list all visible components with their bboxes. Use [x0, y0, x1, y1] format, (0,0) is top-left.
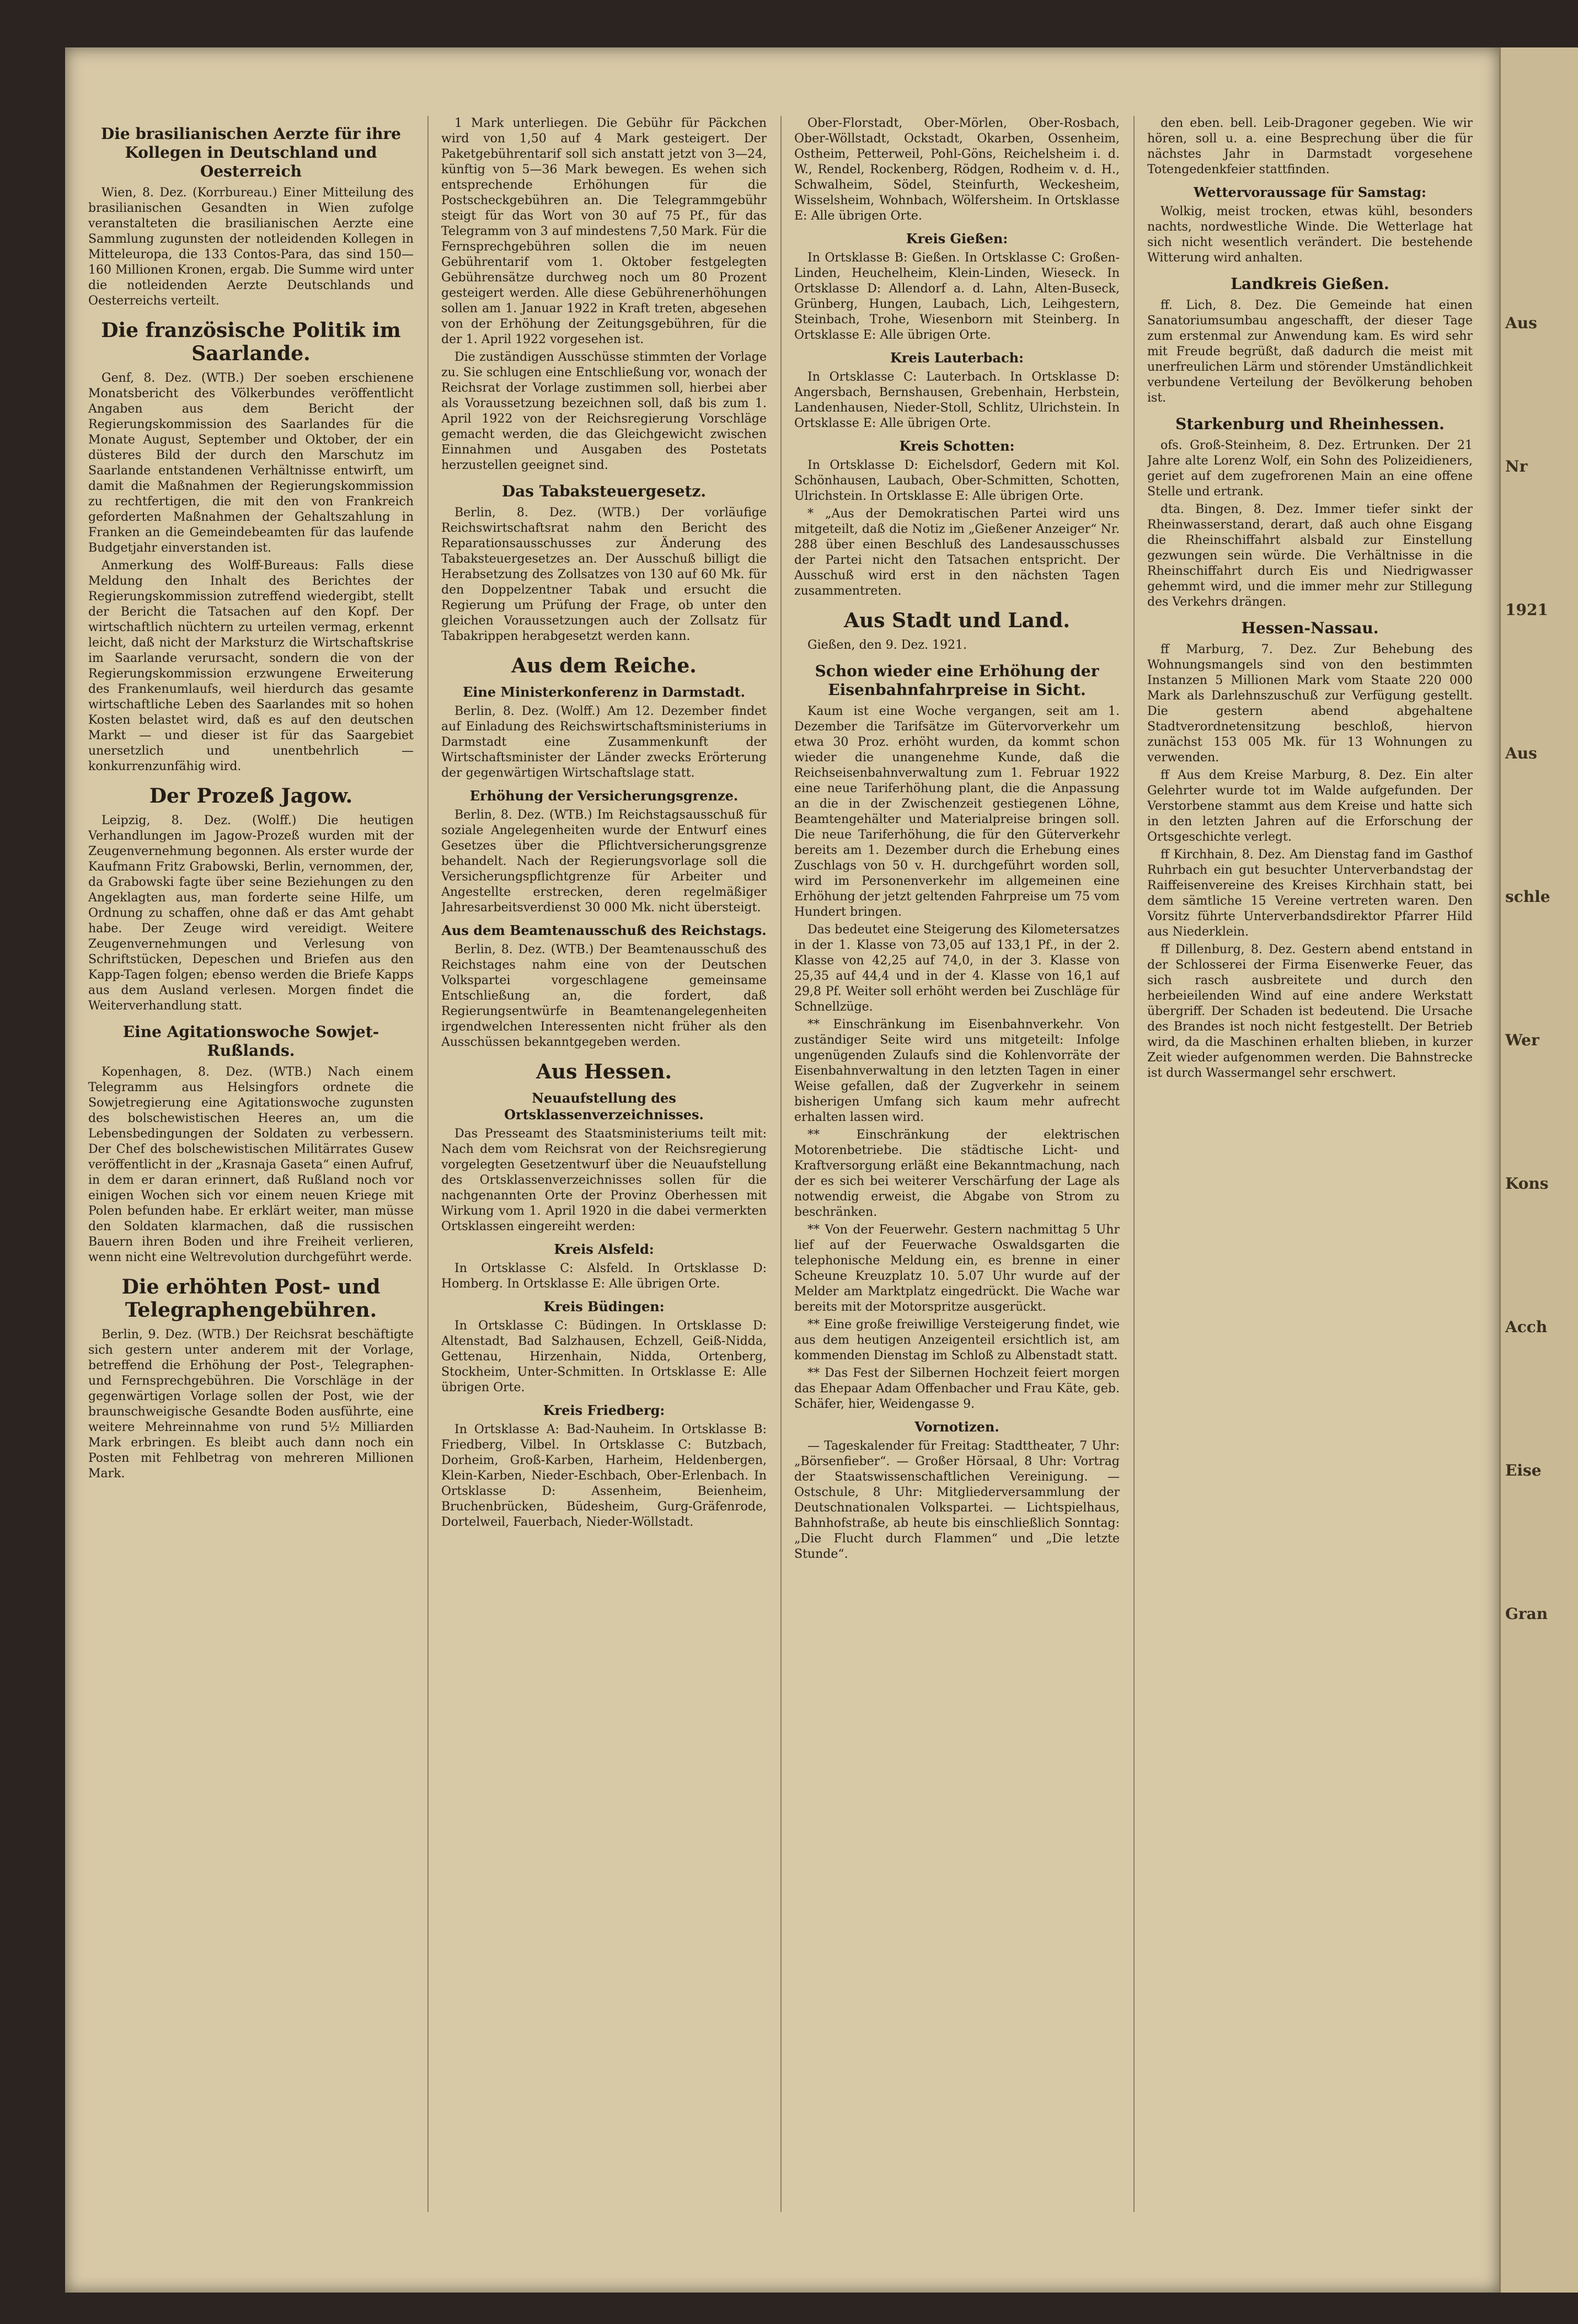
column-rule [427, 116, 429, 2212]
edge-fragment: Nr [1505, 457, 1528, 476]
article-heading: Kreis Lauterbach: [890, 350, 1024, 366]
article-paragraph: ff Aus dem Kreise Marburg, 8. Dez. Ein alter Gelehrter wurde tot im Walde aufgefunden. Der Verstorbene stammt aus dem Kreise und hatte sich in den letzten Jahren auf die Erforschung der Ortsgeschichte verlegt. [1147, 768, 1473, 844]
article-paragraph: ** Von der Feuerwehr. Gestern nachmittag 5 Uhr lief auf der Feuerwache Oswaldsgarten die telephonische Meldung ein, es brenne in einer Scheune Kreuzplatz 10. 5.07 Uhr wurde auf der Melder am Marktplatz eingedrückt. Die Wache war bereits mit der Motorspritze ausgerückt. [794, 1223, 1120, 1314]
article-paragraph: Berlin, 8. Dez. (WTB.) Im Reichstagsausschuß für soziale Angelegenheiten wurde der Entwurf eines Gesetzes über die Pflichtversicherungsgrenze behandelt. Nach der Regierungsvorlage soll die Versicherungspflichtgrenze für Arbeiter und Angestellte erstrecken, deren regelmäßiger Jahresarbeitsverdienst 30 000 Mk. nicht übersteigt. [441, 808, 767, 915]
article-paragraph: Leipzig, 8. Dez. (Wolff.) Die heutigen Verhandlungen im Jagow-Prozeß wurden mit der Zeugenvernehmung begonnen. Als erster wurde der Kaufmann Fritz Grabowski, Berlin, vernommen, der, da Grabowski fagte über seine Beziehungen zu den Angeklagten aus, man forderte seine Hilfe, um Ordnung zu schaffen, ohne daß er das Amt gehabt habe. Der Zeuge wird vereidigt. Weitere Zeugenvernehmungen und Verlesung von Schriftstücken, Depeschen und Briefen aus den Kapp-Tagen folgen; ebenso werden die Briefe Kapps aus dem Ausland verlesen. Morgen findet die Weiterverhandlung statt. [88, 814, 414, 1013]
article-heading: Wettervoraussage für Samstag: [1194, 184, 1426, 200]
article-paragraph: ** Eine große freiwillige Versteigerung findet, wie aus dem heutigen Anzeigenteil ersichtlich ist, am kommenden Dienstag im Schloß zu Albenstadt statt. [794, 1318, 1120, 1363]
article-paragraph: ff Marburg, 7. Dez. Zur Behebung des Wohnungsmangels sind von den bestimmten Instanzen 5 Millionen Mark vom Staate 220 000 Mark als Darlehnszuschuß zur Verfügung gestellt. Die gestern abend abgehaltene Stadtverordnetensitzung beschloß, hiervon zunächst 153 005 Mk. für 13 Wohnungen zu verwenden. [1147, 643, 1473, 765]
article-paragraph: den eben. bell. Leib-Dragoner gegeben. Wie wir hören, soll u. a. eine Besprechung über die für nächstes Jahr in Darmstadt vorgesehene Totengedenkfeier stattfinden. [1147, 116, 1473, 177]
article-paragraph: 1 Mark unterliegen. Die Gebühr für Päckchen wird von 1,50 auf 4 Mark gesteigert. Der Paketgebührentarif soll sich anstatt jetzt von 3—24, künftig von 5—36 Mark bewegen. Es wehen sich entsprechende Erhöhungen für die Postscheckgebühren an. Die Telegrammgebühr steigt für das Wort von 30 auf 75 Pf., für das Telegramm von 3 auf mindestens 7,50 Mark. Für die Fernsprechgebühren sollen die im neuen Gebührentarif vom 1. Oktober festgelegten Gebührensätze durchweg noch um 80 Prozent gesteigert werden. Alle diese Gebührenerhöhungen sollen am 1. Januar 1922 in Kraft treten, abgesehen von der Erhöhung der Zeitungsgebühren, für die der 1. April 1922 vorgesehen ist. [441, 116, 767, 346]
article-heading: Schon wieder eine Erhöhung der Eisenbahnfahrpreise in Sicht. [815, 662, 1099, 699]
article-paragraph: ** Einschränkung der elektrischen Motorenbetriebe. Die städtische Licht- und Kraftversorgung erläßt eine Bekanntmachung, nach der es sich bei weiterer Verschärfung der Lage als notwendig erweist, die Abgabe von Strom zu beschränken. [794, 1128, 1120, 1219]
article-heading: Aus Stadt und Land. [844, 609, 1070, 632]
article-heading: Vornotizen. [914, 1419, 999, 1435]
edge-fragment: Eise [1505, 1461, 1542, 1479]
article-heading: Die französische Politik im Saarlande. [101, 319, 401, 365]
article-heading: Kreis Friedberg: [543, 1402, 665, 1418]
article-paragraph: Berlin, 8. Dez. (Wolff.) Am 12. Dezember findet auf Einladung des Reichswirtschaftsministeriums in Darmstadt eine Zusammenkunft der Wirtschaftsminister der Länder zwecks Erörterung der gegenwärtigen Wirtschaftslage statt. [441, 704, 767, 780]
article-paragraph: In Ortsklasse C: Büdingen. In Ortsklasse D: Altenstadt, Bad Salzhausen, Echzell, Geiß-Nidda, Gettenau, Hirzenhain, Nidda, Ortenberg, Stockheim, Unter-Schmitten. In Ortsklasse E: Alle übrigen Orte. [441, 1319, 767, 1395]
adjacent-page-edge [1499, 47, 1578, 2293]
article-heading: Hessen-Nassau. [1241, 619, 1379, 637]
article-heading: Kreis Büdingen: [543, 1299, 665, 1315]
article-paragraph: In Ortsklasse A: Bad-Nauheim. In Ortsklasse B: Friedberg, Vilbel. In Ortsklasse C: Butzbach, Dorheim, Groß-Karben, Harheim, Heldenbergen, Klein-Karben, Nieder-Eschbach, Ober-Erlenbach. In Ortsklasse D: Assenheim, Beienheim, Bruchenbrücken, Büdesheim, Gurg-Gräfenrode, Dortelweil, Fauerbach, Nieder-Wöllstadt. [441, 1423, 767, 1529]
article-paragraph: Ober-Florstadt, Ober-Mörlen, Ober-Rosbach, Ober-Wöllstadt, Ockstadt, Okarben, Ossenheim, Ostheim, Petterweil, Pohl-Göns, Reichelsheim i. d. W., Rendel, Rockenberg, Rödgen, Rodheim v. d. H., Schwalheim, Södel, Steinfurth, Weckesheim, Wisselsheim, Wohnbach, Wölfersheim. In Ortsklasse E: Alle übrigen Orte. [794, 116, 1120, 223]
column-4 [1147, 116, 1473, 2212]
article-paragraph: ** Einschränkung im Eisenbahnverkehr. Von zuständiger Seite wird uns mitgeteilt: Infolge ungenügenden Zulaufs sind die Kohlenvorräte der Eisenbahnverwaltung in den letzten Tagen in einer Weise gefallen, daß der Zugverkehr in seinem bisherigen Umfang sich kaum mehr aufrecht erhalten lassen wird. [794, 1018, 1120, 1124]
article-paragraph: dta. Bingen, 8. Dez. Immer tiefer sinkt der Rheinwasserstand, derart, daß auch ohne Eisgang die Rheinschiffahrt alsbald zur Einstellung gezwungen sein würde. Die Verhältnisse in die Rheinschiffahrt durch Eis und Niedrigwasser gehemmt wird, und die immer mehr zur Stillegung des Verkehrs drängen. [1147, 503, 1473, 609]
article-heading: Das Tabaksteuergesetz. [501, 482, 707, 500]
article-paragraph: Gießen, den 9. Dez. 1921. [807, 638, 967, 652]
article-heading: Aus dem Reiche. [511, 654, 697, 677]
article-paragraph: ** Das Fest der Silbernen Hochzeit feiert morgen das Ehepaar Adam Offenbacher und Frau Käte, geb. Schäfer, hier, Weidengasse 9. [794, 1366, 1120, 1411]
edge-fragment: 1921 [1505, 601, 1548, 619]
article-paragraph: Berlin, 8. Dez. (WTB.) Der Beamtenausschuß des Reichstages nahm eine von der Deutschen Volkspartei vorgeschlagene gemeinsame Entschließung an, die fordert, daß Regierungsentwürfe in Beamtenangelegenheiten irgendwelchen Interessenten nicht früher als den Ausschüssen bekanntgegeben werden. [441, 943, 767, 1049]
article-heading: Kreis Schotten: [899, 438, 1015, 454]
column-rule [780, 116, 782, 2212]
edge-fragment: Gran [1505, 1605, 1548, 1623]
edge-fragment: schle [1505, 888, 1550, 906]
edge-fragment: Aus [1505, 744, 1537, 762]
article-heading: Eine Ministerkonferenz in Darmstadt. [463, 684, 745, 700]
article-heading: Der Prozeß Jagow. [149, 784, 353, 808]
article-heading: Kreis Alsfeld: [554, 1241, 654, 1257]
article-paragraph: — Tageskalender für Freitag: Stadttheater, 7 Uhr: „Börsenfieber“. — Großer Hörsaal, 8 Uhr: Vortrag der Staatswissenschaftlichen Vereinigung. — Ostschule, 8 Uhr: Mitgliederversammlung der Deutschnationalen Volkspartei. — Lichtspielhaus, Bahnhofstraße, ab heute bis einschließlich Sonntag: „Die Flucht durch Flammen“ und „Die letzte Stunde“. [794, 1439, 1120, 1561]
column-3 [794, 116, 1120, 2212]
column-2 [441, 116, 767, 2212]
article-paragraph: ff Dillenburg, 8. Dez. Gestern abend entstand in der Schlosserei der Firma Eisenwerke Feuer, das sich rasch ausbreitete und durch den herbeieilenden Wind auf eine andere Werkstatt übergriff. Der Schaden ist bedeutend. Die Ursache des Brandes ist noch nicht festgestellt. Der Betrieb wird, da die Maschinen erhalten blieben, in kurzer Zeit wieder aufgenommen werden. Die Bahnstrecke ist durch Wassermangel sehr erschwert. [1147, 943, 1473, 1080]
article-paragraph: Die zuständigen Ausschüsse stimmten der Vorlage zu. Sie schlugen eine Entschließung vor, wonach der Reichsrat der Vorlage zustimmen soll, hierbei aber als Voraussetzung bezeichnen soll, daß bis zum 1. April 1922 von der Reichsregierung Vorschläge gemacht werden, die das Gleichgewicht zwischen Einnahmen und Ausgaben des Postetats herzustellen geeignet sind. [441, 350, 767, 472]
article-heading: Landkreis Gießen. [1231, 275, 1389, 293]
edge-fragment: Acch [1505, 1318, 1548, 1336]
article-paragraph: Kaum ist eine Woche vergangen, seit am 1. Dezember die Tarifsätze im Gütervorverkehr um etwa 30 Proz. erhöht wurden, da kommt schon wieder die unangenehme Kunde, daß die Reichseisenbahnverwaltung zum 1. Februar 1922 eine neue Tariferhöhung plant, die die Anpassung an die in der Zwischenzeit gestiegenen Löhne, Beamtengehälter und Materialpreise bringen soll. Die neue Tariferhöhung, die für den Güterverkehr bereits am 1. Dezember durch die Erhebung eines Zuschlags von 50 v. H. durchgeführt worden soll, wird im Personenverkehr im allgemeinen eine Erhöhung der jetzt geltenden Fahrpreise um 75 vom Hundert bringen. [794, 704, 1120, 919]
article-paragraph: ff Kirchhain, 8. Dez. Am Dienstag fand im Gasthof Ruhrbach ein gut besuchter Unterverbandstag der Raiffeisenvereine des Kreises Kirchhain statt, bei dem sämtliche 15 Vereine vertreten waren. Den Vorsitz führte Unterverbandsdirektor Pfarrer Hild aus Niederklein. [1147, 848, 1473, 939]
article-heading: Eine Agitationswoche Sowjet-Rußlands. [122, 1023, 379, 1060]
article-paragraph: * „Aus der Demokratischen Partei wird uns mitgeteilt, daß die Notiz im „Gießener Anzeiger“ Nr. 288 über einen Beschluß des Landesausschusses der Partei nicht den Tatsachen entspricht. Der Ausschuß wird erst in den nächsten Tagen zusammentreten. [794, 507, 1120, 598]
article-paragraph: In Ortsklasse C: Lauterbach. In Ortsklasse D: Angersbach, Bernshausen, Grebenhain, Herbstein, Landenhausen, Nieder-Stoll, Schlitz, Ulrichstein. In Ortsklasse E: Alle übrigen Orte. [794, 370, 1120, 430]
article-paragraph: Berlin, 8. Dez. (WTB.) Der vorläufige Reichswirtschaftsrat nahm den Bericht des Reparationsausschusses zur Änderung des Tabaksteuergesetzes an. Der Ausschuß billigt die Herabsetzung des Zollsatzes von 130 auf 60 Mk. für den Doppelzentner Tabak und ersucht die Regierung um Prüfung der Frage, ob unter den gleichen Voraussetzungen auch der Zollsatz für Tabakrippen herabgesetzt werden kann. [441, 506, 767, 643]
edge-fragment: Wer [1505, 1031, 1539, 1049]
column-1 [88, 116, 414, 2212]
article-paragraph: Wolkig, meist trocken, etwas kühl, besonders nachts, nordwestliche Winde. Die Wetterlage hat sich nicht wesentlich verändert. Die bestehende Witterung wird anhalten. [1147, 205, 1473, 265]
article-heading: Erhöhung der Versicherungsgrenze. [469, 788, 739, 804]
article-heading: Kreis Gießen: [906, 231, 1008, 247]
article-paragraph: Kopenhagen, 8. Dez. (WTB.) Nach einem Telegramm aus Helsingfors ordnete die Sowjetregierung eine Agitationswoche zugunsten des bolschewistischen Heeres an, um die Lebensbedingungen der Soldaten zu verbessern. Der Chef des bolschewistischen Militärrates Gusew veröffentlicht in der „Krasnaja Gaseta“ einen Aufruf, in dem er daran erinnert, daß Rußland noch vor einigen Wochen sich vor einem neuen Kriege mit Polen befunden habe. Er erklärt weiter, man müsse den Soldaten klarmachen, daß die russischen Bauern ihren Boden und ihre Freiheit verlieren, wenn nicht eine Weltrevolution durchgeführt werde. [88, 1065, 414, 1264]
article-paragraph: In Ortsklasse D: Eichelsdorf, Gedern mit Kol. Schönhausen, Laubach, Ober-Schmitten, Schotten, Ulrichstein. In Ortsklasse E: Alle übrigen Orte. [794, 458, 1120, 503]
article-paragraph: In Ortsklasse C: Alsfeld. In Ortsklasse D: Homberg. In Ortsklasse E: Alle übrigen Orte. [441, 1262, 767, 1291]
article-heading: Die brasilianischen Aerzte für ihre Kollegen in Deutschland und Oesterreich [100, 125, 401, 180]
article-paragraph: Wien, 8. Dez. (Korrbureau.) Einer Mitteilung des brasilianischen Gesandten in Wien zufolge veranstalteten die brasilianischen Aerzte eine Sammlung zugunsten der notleidenden Kollegen in Mitteleuropa, die 133 Contos-Para, das sind 150—160 Millionen Kronen, ergab. Die Summe wird unter die notleidenden Aerzte Deutschlands und Oesterreichs verteilt. [88, 186, 414, 308]
article-paragraph: ff. Lich, 8. Dez. Die Gemeinde hat einen Sanatoriumsumbau angeschafft, der dieser Tage zum erstenmal zur Anwendung kam. Es wird sehr mit Freude begrüßt, daß dadurch die meist mit unerfreulichen Lärm und störender Umständlichkeit verbundene Verteilung der Bevölkerung behoben ist. [1147, 298, 1473, 405]
article-heading: Aus Hessen. [536, 1060, 672, 1083]
article-heading: Aus dem Beamtenausschuß des Reichstags. [441, 922, 767, 938]
article-paragraph: Das bedeutet eine Steigerung des Kilometersatzes in der 1. Klasse von 73,05 auf 133,1 Pf., in der 2. Klasse von 42,25 auf 74,0, in der 3. Klasse von 25,35 auf 44,4 und in der 4. Klasse von 16,1 auf 29,8 Pf. Weiter soll erhöht werden bei Zuschläge für Schnellzüge. [794, 923, 1120, 1014]
article-heading: Neuaufstellung des Ortsklassenverzeichnisses. [504, 1090, 704, 1123]
article-paragraph: In Ortsklasse B: Gießen. In Ortsklasse C: Großen-Linden, Heuchelheim, Klein-Linden, Wieseck. In Ortsklasse D: Allendorf a. d. Lahn, Alten-Buseck, Grünberg, Hungen, Laubach, Lich, Leihgestern, Steinbach, Trohe, Wiesenborn mit Steinberg. In Ortsklasse E: Alle übrigen Orte. [794, 251, 1120, 342]
edge-fragment: Aus [1505, 314, 1537, 332]
article-heading: Starkenburg und Rheinhessen. [1175, 415, 1445, 433]
edge-fragment: Kons [1505, 1174, 1549, 1193]
article-paragraph: Genf, 8. Dez. (WTB.) Der soeben erschienene Monatsbericht des Völkerbundes veröffentlicht Angaben aus dem Bericht der Regierungskommission des Saarlandes für die Monate August, September und Oktober, der ein düsteres Bild der durch den Marschutz im Saarlande entstandenen Verhältnisse entwirft, um damit die Maßnahmen der Regierungskommission zu rechtfertigen, die mit den von Frankreich geforderten Maßnahmen der Gehaltszahlung in Franken an die Gemeindebeamten für das laufende Budgetjahr einverstanden ist. [88, 371, 414, 555]
article-paragraph: ofs. Groß-Steinheim, 8. Dez. Ertrunken. Der 21 Jahre alte Lorenz Wolf, ein Sohn des Polizeidieners, geriet auf dem zugefrorenen Main an eine offene Stelle und ertrank. [1147, 439, 1473, 499]
article-paragraph: Das Presseamt des Staatsministeriums teilt mit: Nach dem vom Reichsrat von der Reichsregierung vorgelegten Gesetzentwurf über die Neuaufstellung des Ortsklassenverzeichnisses sollen für die nachgenannten Orte der Provinz Oberhessen mit Wirkung vom 1. April 1920 in die dabei vermerkten Ortsklassen eingereiht werden: [441, 1127, 767, 1233]
column-rule [1133, 116, 1135, 2212]
article-heading: Die erhöhten Post- und Telegraphengebühren. [121, 1275, 381, 1322]
article-paragraph: Anmerkung des Wolff-Bureaus: Falls diese Meldung den Inhalt des Berichtes der Regierungskommission zutreffend wiedergibt, stellt der Bericht die Tatsachen auf den Kopf. Der wirtschaftlich nüchtern zu urteilen vermag, erkennt leicht, daß nicht der Marksturz die Wirtschaftskrise im Saarlande verursacht, sondern die von der Regierungskommission erzwungene Erweiterung des Frankenumlaufs, weil hierdurch das gesamte wirtschaftliche Leben des Saarlandes mit so hohen Kosten belastet wird, daß es auf den deutschen Markt — und dieser ist für das Saargebiet unersetzlich und unentbehrlich — konkurrenzunfähig wird. [88, 559, 414, 773]
article-paragraph: Berlin, 9. Dez. (WTB.) Der Reichsrat beschäftigte sich gestern unter anderem mit der Vorlage, betreffend die Erhöhung der Post-, Telegraphen- und Fernsprechgebühren. Die Vorschläge in der gegenwärtigen Vorlage sollen der Post, wie der braunschweigische Gesandte Boden ausführte, eine weitere Mehreinnahme von rund 5½ Milliarden Mark erbringen. Es bleibt auch dann noch ein Posten mit Fehlbetrag von mehreren Millionen Mark. [88, 1328, 414, 1481]
